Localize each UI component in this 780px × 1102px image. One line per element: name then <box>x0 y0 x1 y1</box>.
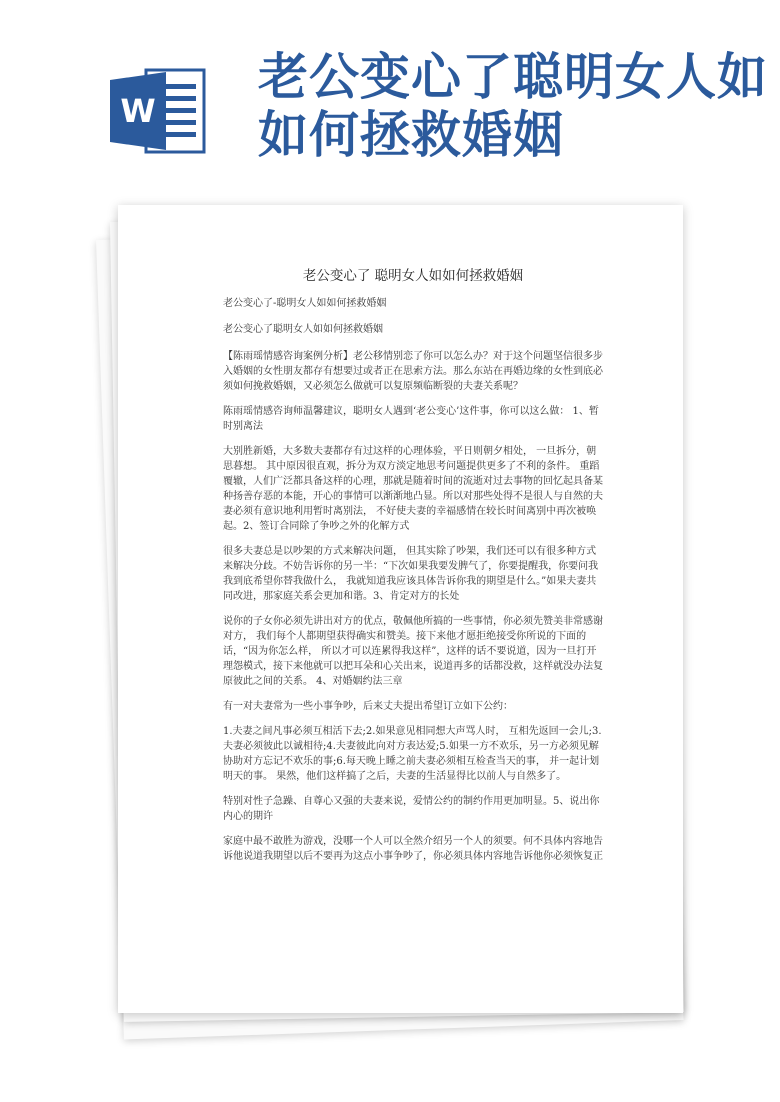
paragraph: 【陈雨瑶情感咨询案例分析】老公移情别恋了你可以怎么办？对于这个问题坚信很多步入婚姻的女性朋友都存有想要过或者正在思索方法。那么东站在再婚边缘的女性到底必须如何挽救婚姻，又必须怎么做就可以复原频临断裂的夫妻关系呢？ <box>223 351 603 392</box>
document-body <box>223 267 603 874</box>
document-page <box>118 205 683 1013</box>
paragraph: 家庭中最不敢胜为游戏，没哪一个人可以全然介绍另一个人的须要。何不具体内容地告诉他说道我期望以后不要再为这点小事争吵了，你必须具体内容地告诉他你必须恢复正 <box>223 836 603 862</box>
paragraph: 很多夫妻总是以吵架的方式来解决问题， 但其实除了吵架，我们还可以有很多种方式来解决分歧。不妨告诉你的另一半：“下次如果我要发脾气了，你要提醒我，你要问我我到底希望你替我做什么， 我就知道我应该具体告诉你我的期望是什么。”如果夫妻共同改进，那家庭关系会更加和谐。3、肯定对方的长处 <box>223 546 599 602</box>
paragraph: 1.夫妻之间凡事必须互相活下去;2.如果意见相同想大声骂人时， 互相先返回一会儿;3.夫妻必须彼此以诚相待;4.夫妻彼此向对方表达爱;5.如果一方不欢乐，另一方必须见解协助对方忘记不欢乐的事;6.每天晚上睡之前夫妻必须相互检查当天的事， 并一起计划明天的事。 果然，他们这样搞了之后，夫妻的生活显得比以前人与自然多了。 <box>223 726 602 782</box>
page-title: 老公变心了聪明女人如如何拯救婚姻 <box>258 48 768 164</box>
paragraph: 大别胜新婚，大多数夫妻都存有过这样的心理体验，平日则朝夕相处， 一旦拆分，朝思暮想。 其中原因很直观，拆分为双方淡定地思考问题提供更多了不利的条件。 重蹈覆辙，人们广泛都具备这样的心理，那就是随着时间的流逝对过去事物的回忆起具备某种扬善存恶的本能，开心的事情可以渐渐地凸显。所以对那些处得不是很人与自然的夫妻必须有意识地利用暂时离别法， 不好使夫妻的幸福感情在较长时间离别中再次被唤起。2、签订合同除了争吵之外的化解方式 <box>223 446 603 532</box>
word-document-icon <box>108 66 208 156</box>
svg-text:W: W <box>120 92 156 130</box>
paragraph: 陈雨瑶情感咨询师温馨建议，聪明女人遇到‘老公变心’这件事，你可以这么做： 1、暂时别离法 <box>223 406 599 432</box>
document-subtitle: 老公变心了-聪明女人如如何拯救婚姻 <box>223 298 387 309</box>
header <box>0 0 780 200</box>
document-title: 老公变心了 聪明女人如如何拯救婚姻 <box>302 268 524 284</box>
document-subtitle: 老公变心了聪明女人如如何拯救婚姻 <box>223 324 383 335</box>
paragraph: 特别对性子急躁、自尊心又强的夫妻来说，爱情公约的制约作用更加明显。5、说出你内心的期许 <box>223 796 600 822</box>
paragraph: 说你的子女你必须先讲出对方的优点，敬佩他所搞的一些事情，你必须先赞美非常感谢对方， 我们每个人都期望获得确实和赞美。接下来他才愿拒绝接受你所说的下面的话，“因为你怎么样， 所以才可以连累得我这样”，这样的话不要说道，因为一旦打开理怨模式，接下来他就可以把耳朵和心关出来，说道再多的话都没救，这样就没办法复原彼此之间的关系。 4、对婚姻约法三章 <box>223 616 603 687</box>
paragraph: 有一对夫妻常为一些小事争吵，后来丈夫提出希望订立如下公约： <box>223 701 513 712</box>
